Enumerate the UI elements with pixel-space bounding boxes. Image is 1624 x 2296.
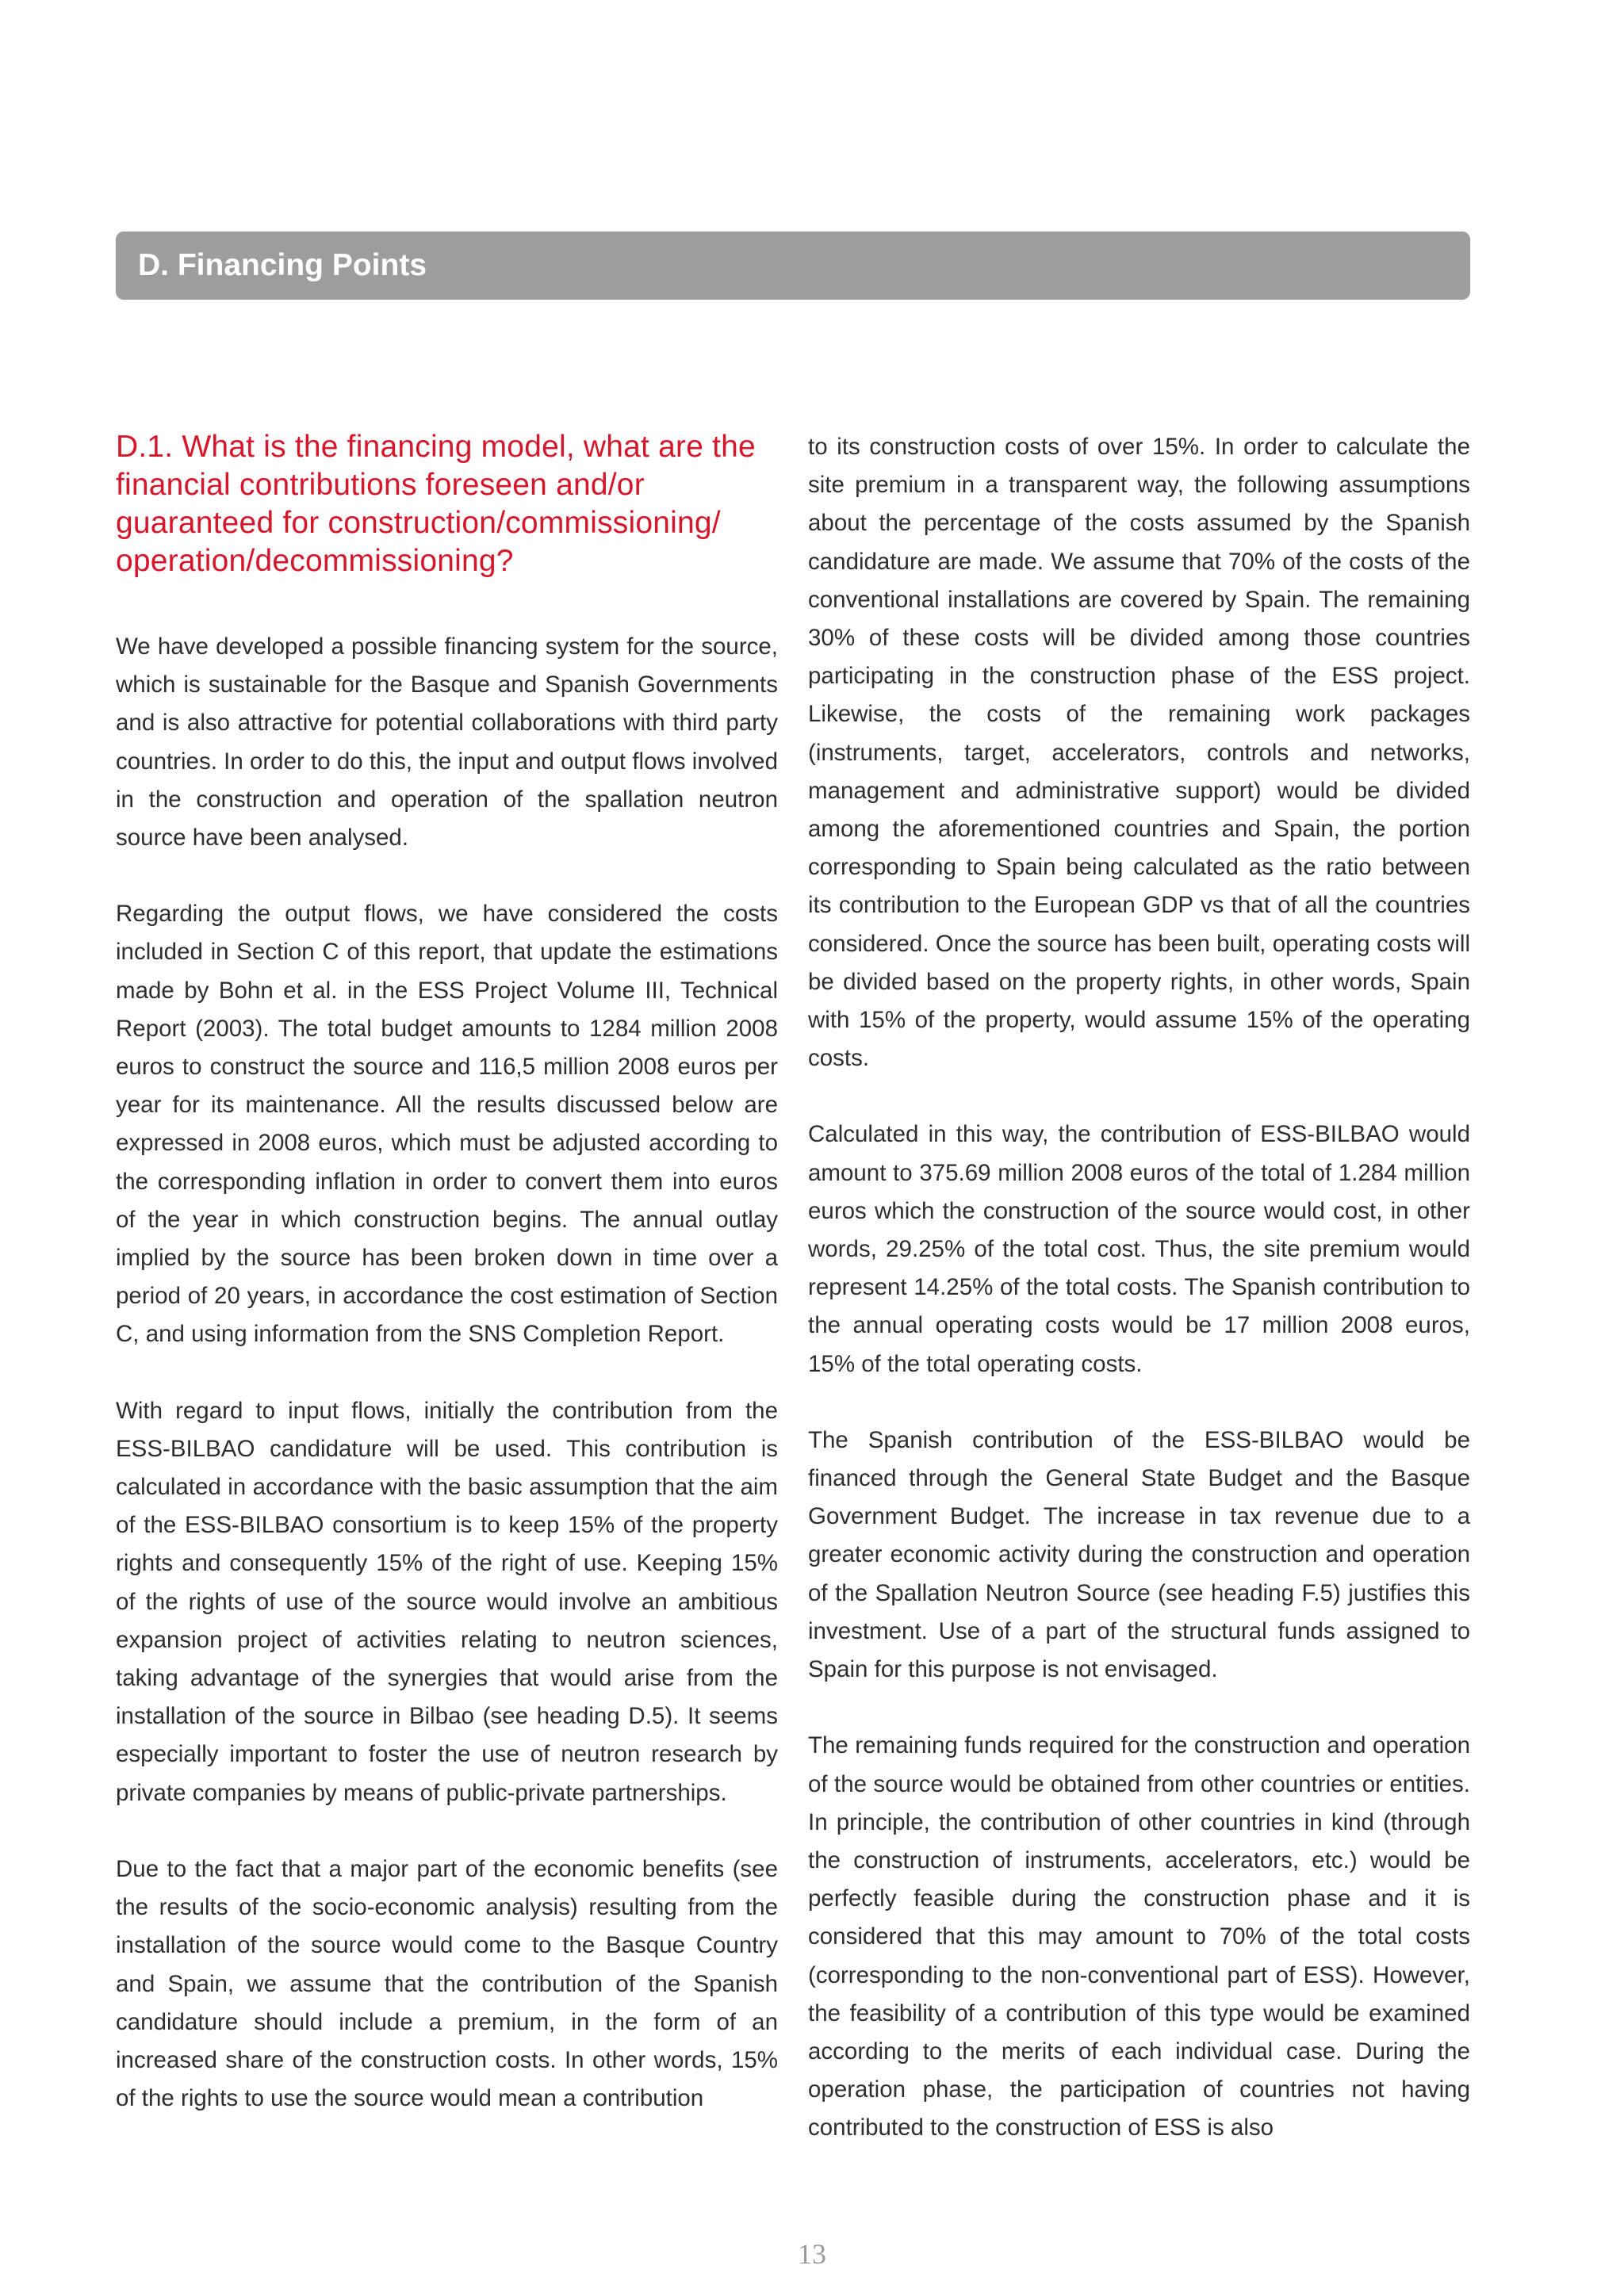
paragraph: The Spanish contribution of the ESS-BILBAO would be financed through the General State Budget and the Basque Government Budget. The increase in tax revenue due to a greater economic activity during the construction and operation of the Spallation Neutron Source (see heading F.5) justifies this investment. Use of a part of the structural funds assigned to Spain for this purpose is not envisaged. [808,1426,1470,1683]
paragraph: With regard to input flows, initially the contribution from the ESS-BILBAO candidature will be used. This contribution is calculated in accordance with the basic assumption that the aim of the ESS-BILBAO consortium is to keep 15% of the property rights and consequently 15% of the right of use. Keeping 15% of the rights of use of the source would involve an ambitious expansion project of activities relating to neutron sciences, taking advantage of the synergies that would arise from the installation of the source in Bilbao (see heading D.5). It seems especially important to foster the use of neutron research by private companies by means of public-private partnerships. [116,1397,778,1806]
paragraph: Regarding the output flows, we have considered the costs included in Section C of this report, that update the estimations made by Bohn et al. in the ESS Project Volume III, Technical Report (2003). The total budget amounts to 1284 million 2008 euros to construct the source and 116,5 million 2008 euros per year for its maintenance. All the results discussed below are expressed in 2008 euros, which must be adjusted according to the corresponding inflation in order to convert them into euros of the year in which construction begins. The annual outlay implied by the source has been broken down in time over a period of 20 years, in accordance the cost estimation of Section C, and using information from the SNS Completion Report. [116,901,778,1348]
section-header [116,232,1470,300]
question-heading: D.1. What is the financing model, what are the financial contributions foreseen and/or guaranteed for construction/commissioning/ operation/decommissioning? [116,430,756,578]
paragraph: Calculated in this way, the contribution of ESS-BILBAO would amount to 375.69 million 2008 euros of the total of 1.284 million euros which the construction of the source would cost, in other words, 29.25% of the total cost. Thus, the site premium would represent 14.25% of the total costs. The Spanish contribution to the annual operating costs would be 17 million 2008 euros, 15% of the total operating costs. [808,1121,1470,1377]
paragraph: The remaining funds required for the construction and operation of the source would be obtained from other countries or entities. In principle, the contribution of other countries in kind (through the construction of instruments, accelerators, etc.) would be perfectly feasible during the construction phase and it is considered that this may amount to 70% of the total costs (corresponding to the non-conventional part of ESS). However, the feasibility of a contribution of this type would be examined according to the merits of each individual case. During the operation phase, the participation of countries not having contributed to the construction of ESS is also [808,1732,1470,2141]
paragraph: to its construction costs of over 15%. In order to calculate the site premium in a transparent way, the following assumptions about the percentage of the costs assumed by the Spanish candidature are made. We assume that 70% of the costs of the conventional installations are covered by Spain. The remaining 30% of these costs will be divided among those countries participating in the construction phase of the ESS project. Likewise, the costs of the remaining work packages (instruments, target, accelerators, controls and networks, management and administrative support) would be divided among the aforementioned countries and Spain, the portion corresponding to Spain being calculated as the ratio between its contribution to the European GDP vs that of all the countries considered. Once the source has been built, operating costs will be divided based on the property rights, in other words, Spain with 15% of the property, would assume 15% of the operating costs. [808,434,1470,1072]
paragraph: Due to the fact that a major part of the economic benefits (see the results of the socio-economic analysis) resulting from the installation of the source would come to the Basque Country and Spain, we assume that the contribution of the Spanish candidature should include a premium, in the form of an increased share of the construction costs. In other words, 15% of the rights to use the source would mean a contribution [116,1855,778,2112]
page-number: 13 [798,2238,826,2270]
section-header-title: D. Financing Points [138,248,427,282]
left-column [116,428,778,2156]
paragraph: We have developed a possible financing system for the source, which is sustainable for the Basque and Spanish Governments and is also attractive for potential collaborations with third party countries. In order to do this, the input and output flows involved in the construction and operation of the spallation neutron source have been analysed. [116,633,778,851]
right-column [808,428,1470,2186]
